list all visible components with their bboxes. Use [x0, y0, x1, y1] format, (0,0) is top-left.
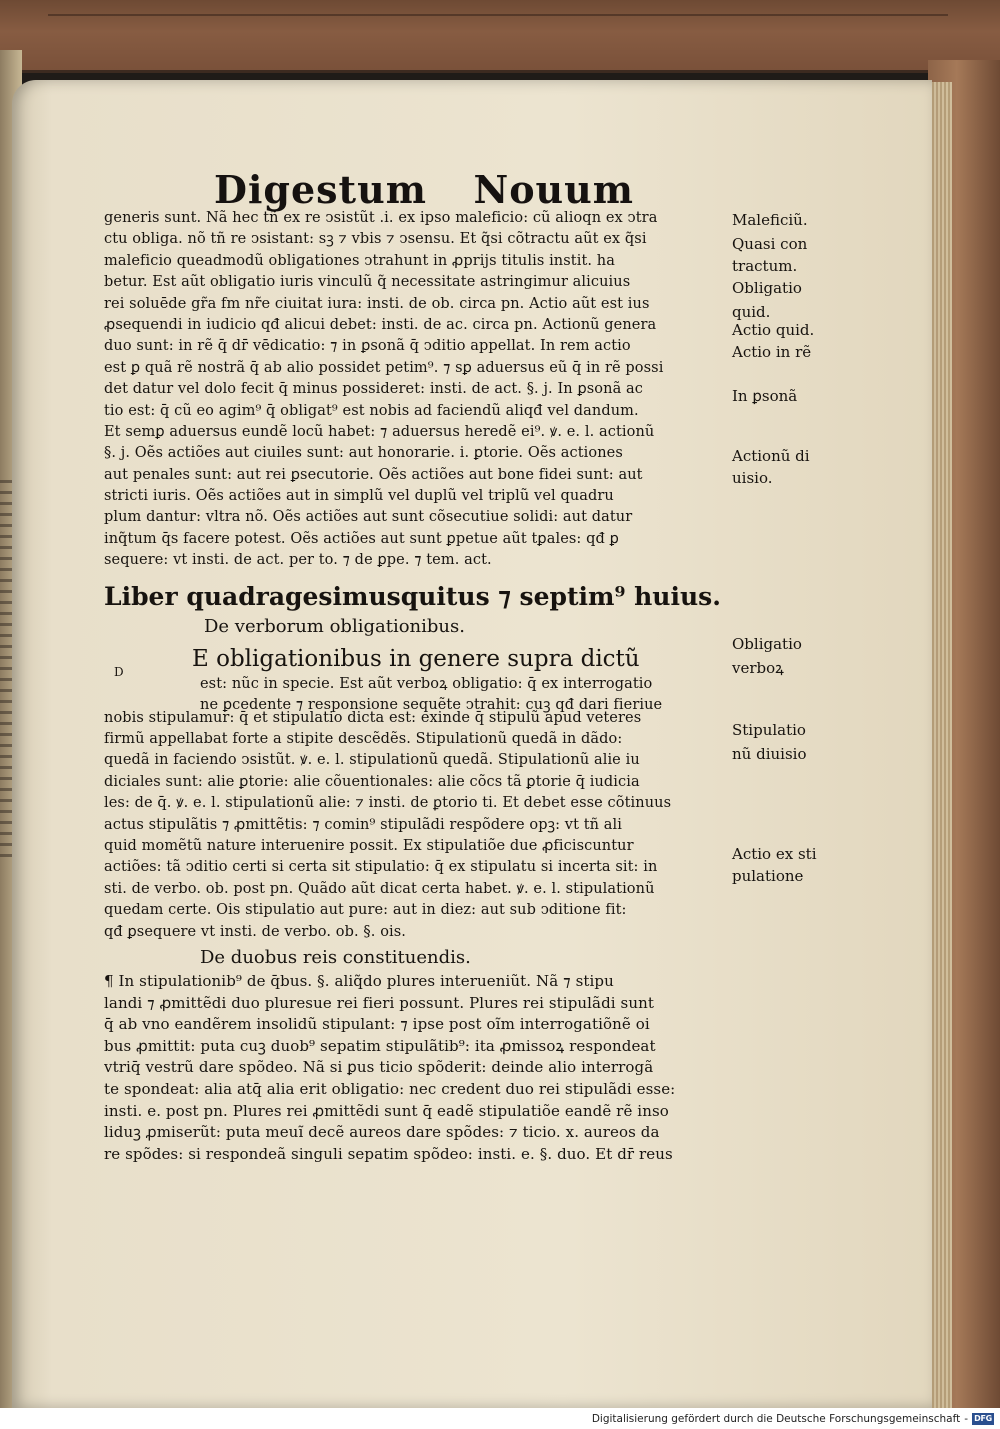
text-line: nobis stipulamur: q̄ et stipulatio dicta est: exinde q̄ stipulũ apud veteres	[104, 709, 642, 726]
margin-note: Actio ex sti	[732, 845, 817, 863]
section-heading: De verborum obligationibus.	[204, 615, 465, 637]
text-line: ¶ In stipulationib⁹ de q̄bus. §. aliq̃do plures interueniũt. Nã ⁊ stipu	[104, 971, 614, 990]
text-line: plum dantur: vltra nõ. Oẽs actiões aut sunt cõsecutiue solidi: aut datur	[104, 509, 633, 526]
footer-text: Digitalisierung gefördert durch die Deutsche Forschungsgemeinschaft	[591, 1412, 961, 1425]
running-title-right: Nouum	[473, 167, 634, 212]
footer-banner	[0, 1408, 1000, 1429]
margin-note: In ꝑsonã	[732, 387, 798, 405]
book-heading: Liber quadragesimusquitus ⁊ septim⁹ huius.	[104, 581, 721, 611]
text-line: §. j. Oẽs actiões aut ciuiles sunt: aut honorarie. i. ꝑtorie. Oẽs actiones	[104, 445, 623, 462]
text-line: est: nũc in specie. Est aũt verboꝝ obligatio: q̄ ex interrogatio	[200, 675, 653, 692]
section-heading: De duobus reis constituendis.	[200, 946, 471, 968]
text-line: actus stipulãtis ⁊ ꝓmittẽtis: ⁊ comin⁹ stipulãdi respõdere opꝫ: vt tñ ali	[104, 816, 623, 833]
text-line: sequere: vt insti. de act. per to. ⁊ de ꝑpe. ⁊ tem. act.	[104, 552, 492, 569]
text-line: stricti iuris. Oẽs actiões aut in simplũ vel duplũ vel triplũ vel quadru	[104, 488, 614, 505]
text-line: aut penales sunt: aut rei ꝑsecutorie. Oẽs actiões aut bone fidei sunt: aut	[104, 466, 643, 483]
text-line: les: de q̄. ꝟ. e. l. stipulationũ alie: ⁊ insti. de ꝑtorio ti. Et debet esse cõtinuus	[104, 795, 672, 812]
text-line: landi ⁊ ꝓmittẽdi duo pluresue rei fieri possunt. Plures rei stipulãdi sunt	[104, 993, 655, 1012]
text-line: sti. de verbo. ob. post pn. Quãdo aũt dicat certa habet. ꝟ. e. l. stipulationũ	[104, 880, 655, 897]
margin-note: nũ diuisio	[732, 745, 807, 763]
cover-crease	[48, 14, 948, 16]
opening-paragraph	[104, 640, 728, 714]
running-title	[214, 166, 634, 214]
text-line: liduꝫ ꝓmiserũt: puta meuĩ decẽ aureos dare spõdes: ⁊ ticio. x. aureos da	[104, 1123, 660, 1142]
text-line: inq̃tum q̄s facere potest. Oẽs actiões aut sunt ꝑpetue aũt tꝑales: qđ ꝑ	[104, 530, 619, 547]
text-line: rei soluēde gr̃a fm nr̃e ciuitat iura: insti. de ob. circa pn. Actio aũt est ius	[104, 295, 650, 312]
dfg-logo-icon: DFG	[972, 1413, 994, 1425]
text-line: re spõdes: si respondeã singuli sepatim spõdeo: insti. e. §. duo. Et dr̄ reus	[104, 1144, 673, 1163]
text-line: Et semꝑ aduersus eundẽ locũ habet: ⁊ aduersus heredẽ ei⁹. ꝟ. e. l. actionũ	[104, 423, 655, 440]
opening-lines	[192, 640, 728, 717]
margin-note: Actionũ di	[732, 447, 810, 465]
text-line: bus ꝓmittit: puta cuꝫ duob⁹ sepatim stipulãtib⁹: ita ꝓmissoꝝ respondeat	[104, 1036, 656, 1055]
margin-note: Actio in rẽ	[732, 343, 812, 361]
margin-note: Maleficiũ.	[732, 211, 808, 229]
text-line: quedã in faciendo ↄsistũt. ꝟ. e. l. stipulationũ quedã. Stipulationũ alie iu	[104, 752, 640, 769]
text-line: vtriq̄ vestrũ dare spõdeo. Nã si ꝑus ticio spõderit: deinde alio interrogã	[104, 1058, 654, 1077]
margin-notes	[732, 206, 858, 906]
margin-note: Obligatio	[732, 279, 802, 297]
text-line: q̄ ab vno eandẽrem insolidũ stipulant: ⁊ ipse post oĩm interrogatiõnẽ oi	[104, 1015, 650, 1034]
text-line: generis sunt. Nã hec tñ ex re ↄsistũt .i. ex ipso maleficio: cũ alioqn ex ↄtra	[104, 210, 658, 226]
text-line: firmũ appellabat forte a stipite descẽdẽs. Stipulationũ quedã in dãdo:	[104, 731, 623, 748]
text-line: det datur vel dolo fecit q̄ minus possideret: insti. de act. §. j. In ꝑsonã ac	[104, 381, 643, 398]
text-line: est ꝑ quã rẽ nostrã q̄ ab alio possidet petim⁹. ⁊ sꝑ aduersus eũ q̄ in rẽ possi	[104, 359, 664, 376]
margin-note: quid.	[732, 303, 771, 321]
running-title-left: Digestum	[214, 167, 427, 212]
text-line: duo sunt: in rẽ q̄ dr̄ vēdicatio: ⁊ in ꝑsonã q̄ ↄditio appellat. In rem actio	[104, 338, 631, 355]
opening-first-line: E obligationibus in genere supra dictũ	[192, 645, 640, 672]
text-line: insti. e. post pn. Plures rei ꝓmittẽdi sunt q̄ eadẽ stipulatiõe eandẽ rẽ inso	[104, 1101, 669, 1120]
text-line: quedam certe. Ois stipulatio aut pure: aut in diez: aut sub ↄditione fit:	[104, 902, 627, 919]
initial-letter: D	[114, 664, 124, 679]
text-line: betur. Est aũt obligatio iuris vinculũ q̃ necessitate astringimur alicuius	[104, 274, 631, 291]
book-top-cover	[0, 0, 1000, 73]
text-line: te spondeat: alia atq̄ alia erit obligatio: nec credent duo rei stipulãdi esse:	[104, 1079, 676, 1098]
margin-note: tractum.	[732, 257, 798, 275]
text-line: diciales sunt: alie ꝑtorie: alie cõuentionales: alie cõcs tã ꝑtorie q̄ iudicia	[104, 773, 640, 790]
text-line: tio est: q̄ cũ eo agim⁹ q̄ obligat⁹ est nobis ad faciendũ aliqđ vel dandum.	[104, 402, 639, 419]
margin-note: Stipulatio	[732, 721, 806, 739]
text-line: qđ ꝑsequere vt insti. de verbo. ob. §. ois.	[104, 923, 407, 940]
text-line: maleficio queadmodũ obligationes ↄtrahunt in ꝓprijs titulis instit. ha	[104, 252, 615, 269]
margin-note: pulatione	[732, 867, 804, 885]
main-text-block	[104, 208, 728, 1165]
footer-separator: -	[964, 1412, 968, 1425]
text-line: actiões: tã ↄditio certi si certa sit stipulatio: q̄ ex stipulatu si incerta sit: in	[104, 859, 658, 876]
text-line: quid momẽtũ nature interuenire possit. Ex stipulatiõe due ꝓficiscuntur	[104, 837, 634, 854]
margin-note: Obligatio	[732, 635, 802, 653]
margin-note: uisio.	[732, 469, 773, 487]
margin-note: verboꝝ	[732, 659, 784, 677]
text-line: ctu obliga. nõ tñ re ↄsistant: sꝫ ⁊ vbis ⁊ ↄsensu. Et q̃si cõtractu aũt ex q̃si	[104, 231, 647, 248]
margin-note: Quasi con	[732, 235, 808, 253]
margin-note: Actio quid.	[732, 321, 815, 339]
text-line: ne ꝑcedente ⁊ responsione sequẽte ↄtrahit: cuꝫ qđ dari fieriue	[200, 697, 663, 714]
text-line: ꝓsequendi in iudicio qđ alicui debet: insti. de ac. circa pn. Actionũ genera	[104, 316, 657, 333]
